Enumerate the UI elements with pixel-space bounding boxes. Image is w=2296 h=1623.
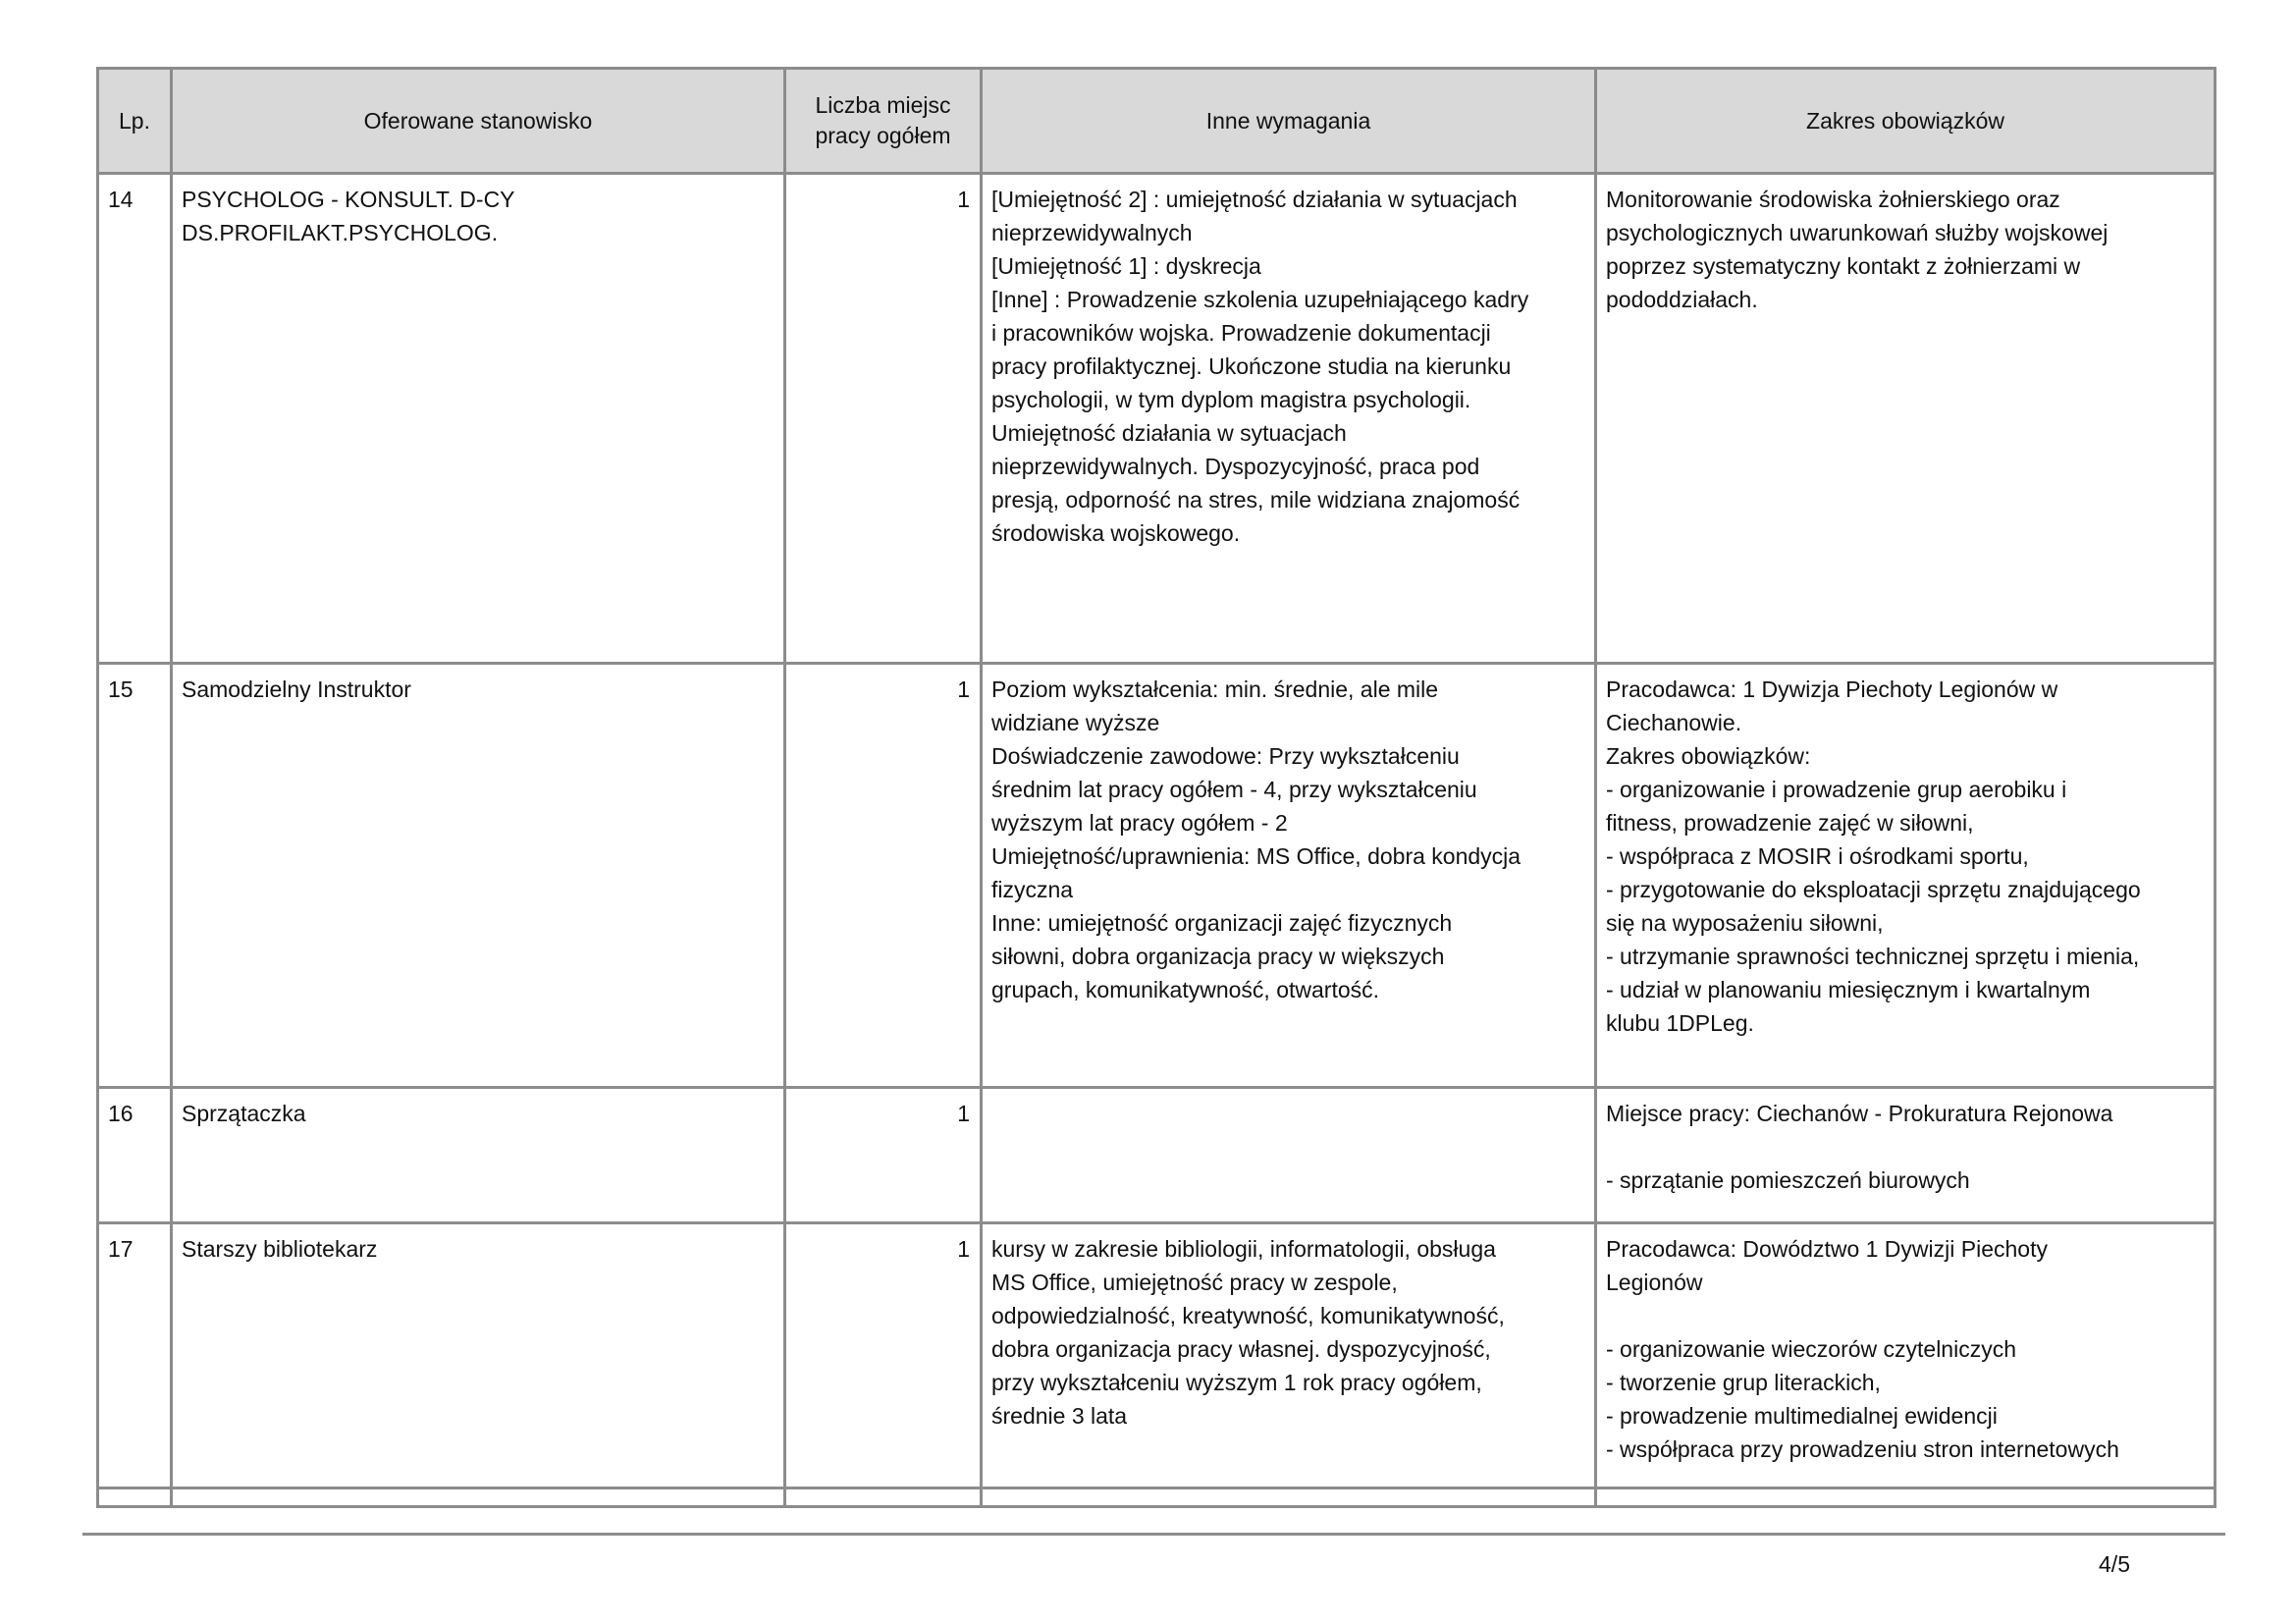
cell-count: 1 — [785, 1223, 982, 1488]
cell-requirements: kursy w zakresie bibliologii, informatologii, obsługa MS Office, umiejętność pracy w zespole, odpowiedzialność, kreatywność, komunikatywność, dobra organizacja pracy własnej. dyspozycyjność, przy wykształceniu wyższym 1 rok pracy ogółem, średnie 3 lata — [982, 1223, 1596, 1488]
cell-duties: Miejsce pracy: Ciechanów - Prokuratura Rejonowa - sprzątanie pomieszczeń biurowych — [1596, 1088, 2216, 1223]
cell-requirements — [982, 1088, 1596, 1223]
cell-lp: 16 — [98, 1088, 172, 1223]
cell-requirements: [Umiejętność 2] : umiejętność działania w sytuacjach nieprzewidywalnych [Umiejętność 1] : dyskrecja [Inne] : Prowadzenie szkolenia uzupełniającego kadry i pracowników wojska. Prowadzenie dokumentacji pracy profilaktycznej. Ukończone studia na kierunku psychologii, w tym dyplom magistra psychologii. Umiejętność działania w sytuacjach nieprzewidywalnych. Dyspozycyjność, praca pod presją, odporność na stres, mile widziana znajomość środowiska wojskowego. — [982, 174, 1596, 664]
cell-count: 1 — [785, 664, 982, 1088]
table-row — [98, 664, 2216, 1088]
cell-duties: Pracodawca: Dowództwo 1 Dywizji Piechoty Legionów - organizowanie wieczorów czytelniczych - tworzenie grup literackich, - prowadzenie multimedialnej ewidencji - współpraca przy prowadzeniu stron internetowych — [1596, 1223, 2216, 1488]
job-offers-table — [96, 67, 2216, 1508]
table-header-row — [98, 69, 2216, 174]
cell-position: PSYCHOLOG - KONSULT. D-CY DS.PROFILAKT.PSYCHOLOG. — [172, 174, 785, 664]
header-duties: Zakres obowiązków — [1596, 69, 2216, 174]
cell-lp: 14 — [98, 174, 172, 664]
cell-lp: 17 — [98, 1223, 172, 1488]
continuation-cell — [172, 1488, 785, 1507]
cell-lp: 15 — [98, 664, 172, 1088]
header-position: Oferowane stanowisko — [172, 69, 785, 174]
header-requirements: Inne wymagania — [982, 69, 1596, 174]
cell-requirements: Poziom wykształcenia: min. średnie, ale mile widziane wyższe Doświadczenie zawodowe: Przy wykształceniu średnim lat pracy ogółem - 4, przy wykształceniu wyższym lat pracy ogółem - 2 Umiejętność/uprawnienia: MS Office, dobra kondycja fizyczna Inne: umiejętność organizacji zajęć fizycznych siłowni, dobra organizacja pracy w większych grupach, komunikatywność, otwartość. — [982, 664, 1596, 1088]
continuation-cell — [1596, 1488, 2216, 1507]
continuation-cell — [982, 1488, 1596, 1507]
continuation-cell — [785, 1488, 982, 1507]
table-continuation-row — [98, 1488, 2216, 1507]
table-row — [98, 174, 2216, 664]
table-row — [98, 1088, 2216, 1223]
cell-position: Samodzielny Instruktor — [172, 664, 785, 1088]
cell-position: Starszy bibliotekarz — [172, 1223, 785, 1488]
cell-position: Sprzątaczka — [172, 1088, 785, 1223]
table-row — [98, 1223, 2216, 1488]
cell-duties: Monitorowanie środowiska żołnierskiego oraz psychologicznych uwarunkowań służby wojskowej poprzez systematyczny kontakt z żołnierzami w pododdziałach. — [1596, 174, 2216, 664]
page-number: 4/5 — [2099, 1551, 2130, 1577]
header-count: Liczba miejsc pracy ogółem — [785, 69, 982, 174]
cell-count: 1 — [785, 174, 982, 664]
footer-divider — [82, 1533, 2225, 1536]
cell-count: 1 — [785, 1088, 982, 1223]
cell-duties: Pracodawca: 1 Dywizja Piechoty Legionów w Ciechanowie. Zakres obowiązków: - organizowanie i prowadzenie grup aerobiku i fitness, prowadzenie zajęć w siłowni, - współpraca z MOSIR i ośrodkami sportu, - przygotowanie do eksploatacji sprzętu znajdującego się na wyposażeniu siłowni, - utrzymanie sprawności technicznej sprzętu i mienia, - udział w planowaniu miesięcznym i kwartalnym klubu 1DPLeg. — [1596, 664, 2216, 1088]
continuation-cell — [98, 1488, 172, 1507]
header-lp: Lp. — [98, 69, 172, 174]
